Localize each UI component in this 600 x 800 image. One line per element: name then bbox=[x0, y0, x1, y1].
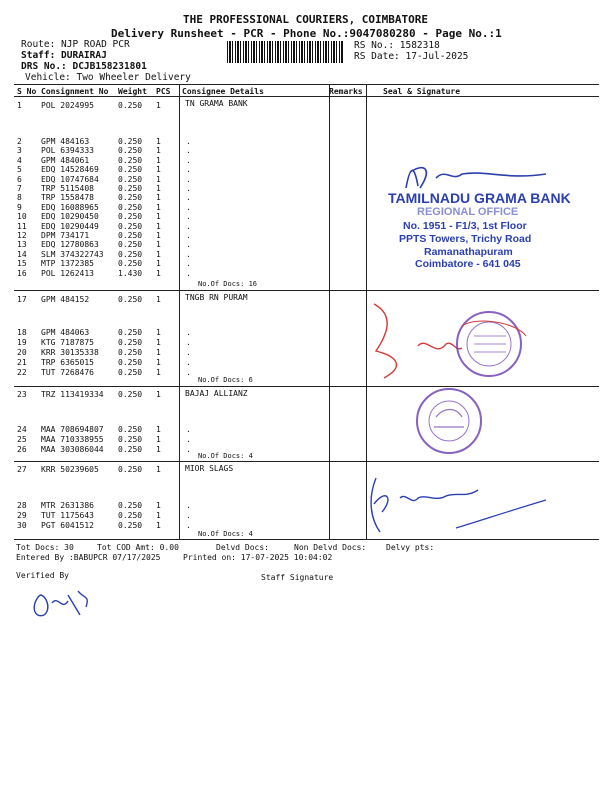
row-consignee-detail: . bbox=[186, 137, 191, 146]
row-sno: 20 bbox=[17, 348, 27, 357]
row-weight: 0.250 bbox=[118, 435, 143, 444]
row-weight: 0.250 bbox=[118, 184, 143, 193]
row-weight: 0.250 bbox=[118, 328, 143, 337]
row-sno: 26 bbox=[17, 445, 27, 454]
row-sno: 14 bbox=[17, 249, 27, 259]
row-consignment-no: MAA 303086044 bbox=[41, 445, 104, 454]
row-weight: 0.250 bbox=[118, 425, 143, 434]
row-consignee-detail: . bbox=[186, 231, 191, 240]
verifier-signature bbox=[28, 585, 98, 625]
row-sno: 24 bbox=[17, 425, 27, 434]
row-consignment-no: POL 6394333 bbox=[41, 146, 94, 156]
group-consignee: BAJAJ ALLIANZ bbox=[185, 389, 248, 398]
row-sno: 7 bbox=[17, 184, 22, 193]
company-name: THE PROFESSIONAL COURIERS, COIMBATORE bbox=[183, 13, 429, 26]
row-sno: 1 bbox=[17, 101, 22, 110]
row-weight: 0.250 bbox=[118, 358, 143, 367]
row-pcs: 1 bbox=[156, 425, 161, 434]
row-pcs: 1 bbox=[156, 295, 161, 304]
col-divider-remarks bbox=[329, 84, 330, 539]
row-sno: 8 bbox=[17, 193, 22, 203]
row-consignee-detail: . bbox=[186, 193, 191, 203]
row-consignment-no: MTP 1372385 bbox=[41, 259, 94, 269]
row-consignee-detail: . bbox=[186, 259, 191, 269]
row-consignment-no: TRP 6365015 bbox=[41, 358, 94, 367]
row-weight: 0.250 bbox=[118, 390, 143, 399]
group-consignee: TNGB RN PURAM bbox=[185, 293, 248, 302]
stamp-line-2: REGIONAL OFFICE bbox=[417, 206, 519, 218]
row-pcs: 1 bbox=[156, 358, 161, 367]
group-no-of-docs: No.Of Docs: 4 bbox=[198, 452, 253, 460]
row-pcs: 1 bbox=[156, 348, 161, 357]
row-sno: 4 bbox=[17, 155, 22, 165]
drs-number: DRS No.: DCJB158231801 bbox=[21, 61, 147, 72]
delivery-points: Delvy pts: bbox=[386, 543, 435, 552]
row-weight: 0.250 bbox=[118, 338, 143, 347]
row-consignee-detail: . bbox=[186, 435, 191, 444]
row-sno: 17 bbox=[17, 295, 27, 304]
row-weight: 0.250 bbox=[118, 445, 143, 454]
row-consignee-detail: . bbox=[186, 240, 191, 250]
row-consignee-detail: . bbox=[186, 358, 191, 367]
barcode bbox=[227, 41, 344, 63]
row-weight: 0.250 bbox=[118, 240, 143, 250]
row-consignment-no: EDQ 12780863 bbox=[41, 240, 99, 250]
row-consignment-no: EDQ 10290449 bbox=[41, 221, 99, 231]
row-consignment-no: KRR 30135338 bbox=[41, 348, 99, 357]
row-consignee-detail: . bbox=[186, 221, 191, 231]
row-sno: 28 bbox=[17, 501, 27, 510]
row-sno: 23 bbox=[17, 390, 27, 399]
row-weight: 0.250 bbox=[118, 202, 143, 212]
row-consignment-no: TUT 1175643 bbox=[41, 511, 94, 520]
runsheet-subtitle: Delivery Runsheet - PCR - Phone No.:9047080280 - Page No.:1 bbox=[111, 27, 502, 40]
row-consignment-no: EDQ 14528469 bbox=[41, 165, 99, 175]
row-pcs: 1 bbox=[156, 221, 161, 231]
row-pcs: 1 bbox=[156, 511, 161, 520]
row-consignee-detail: . bbox=[186, 184, 191, 193]
row-weight: 0.250 bbox=[118, 521, 143, 530]
row-consignment-no: TUT 7268476 bbox=[41, 368, 94, 377]
row-consignment-no: GPM 484061 bbox=[41, 155, 90, 165]
row-consignment-no: KTG 7187875 bbox=[41, 338, 94, 347]
row-weight: 0.250 bbox=[118, 165, 143, 175]
row-sno: 16 bbox=[17, 268, 27, 278]
row-weight: 0.250 bbox=[118, 221, 143, 231]
col-consignee: Consignee Details bbox=[182, 87, 264, 96]
handwritten-signature-2 bbox=[366, 468, 566, 538]
row-consignment-no: EDQ 10747684 bbox=[41, 174, 99, 184]
row-consignment-no: EDQ 10290450 bbox=[41, 212, 99, 222]
col-pcs: PCS bbox=[156, 87, 171, 96]
group-consignee: MIOR SLAGS bbox=[185, 464, 234, 473]
row-consignee-detail: . bbox=[186, 511, 191, 520]
col-weight: Weight bbox=[118, 87, 147, 96]
staff-signature-label: Staff Signature bbox=[261, 573, 334, 582]
row-consignment-no: POL 2024995 bbox=[41, 101, 94, 110]
row-pcs: 1 bbox=[156, 368, 161, 377]
row-weight: 0.250 bbox=[118, 146, 143, 156]
row-sno: 29 bbox=[17, 511, 27, 520]
group-separator bbox=[14, 290, 599, 291]
row-weight: 0.250 bbox=[118, 231, 143, 240]
total-docs: Tot Docs: 30 bbox=[16, 543, 74, 552]
rs-date: RS Date: 17-Jul-2025 bbox=[354, 51, 469, 62]
row-consignee-detail: . bbox=[186, 425, 191, 434]
row-pcs: 1 bbox=[156, 146, 161, 156]
row-consignee-detail: . bbox=[186, 445, 191, 454]
row-weight: 0.250 bbox=[118, 174, 143, 184]
row-consignee-detail: . bbox=[186, 165, 191, 175]
row-weight: 0.250 bbox=[118, 501, 143, 510]
row-consignment-no: GPM 484063 bbox=[41, 328, 90, 337]
stamp-line-5: Ramanathapuram bbox=[424, 246, 513, 258]
vehicle-label: Vehicle: Two Wheeler Delivery bbox=[25, 72, 191, 83]
col-remarks: Remarks bbox=[329, 87, 363, 96]
row-sno: 21 bbox=[17, 358, 27, 367]
row-sno: 25 bbox=[17, 435, 27, 444]
row-weight: 0.250 bbox=[118, 155, 143, 165]
row-weight: 0.250 bbox=[118, 137, 143, 146]
non-delivered-docs: Non Delvd Docs: bbox=[294, 543, 367, 552]
printed-on: Printed on: 17-07-2025 10:04:02 bbox=[183, 553, 333, 562]
row-sno: 12 bbox=[17, 231, 27, 240]
row-consignment-no: MTR 2631386 bbox=[41, 501, 94, 510]
route-label: Route: NJP ROAD PCR bbox=[21, 39, 130, 50]
stamp-line-3: No. 1951 - F1/3, 1st Floor bbox=[403, 220, 527, 232]
row-consignment-no: EDQ 16088965 bbox=[41, 202, 99, 212]
row-sno: 13 bbox=[17, 240, 27, 250]
row-sno: 5 bbox=[17, 165, 22, 175]
group-no-of-docs: No.Of Docs: 16 bbox=[198, 280, 258, 288]
stamp-line-6: Coimbatore - 641 045 bbox=[415, 258, 521, 270]
row-sno: 15 bbox=[17, 259, 27, 269]
row-weight: 0.250 bbox=[118, 465, 143, 474]
row-consignment-no: DPM 734171 bbox=[41, 231, 90, 240]
col-consignment: Consignment No bbox=[41, 87, 109, 96]
row-sno: 9 bbox=[17, 202, 22, 212]
row-consignee-detail: . bbox=[186, 328, 191, 337]
row-pcs: 1 bbox=[156, 137, 161, 146]
row-pcs: 1 bbox=[156, 465, 161, 474]
row-weight: 0.250 bbox=[118, 259, 143, 269]
row-sno: 18 bbox=[17, 328, 27, 337]
row-pcs: 1 bbox=[156, 193, 161, 203]
rs-number: RS No.: 1582318 bbox=[354, 40, 440, 51]
row-pcs: 1 bbox=[156, 445, 161, 454]
row-consignment-no: MAA 710338955 bbox=[41, 435, 104, 444]
row-pcs: 1 bbox=[156, 338, 161, 347]
row-consignment-no: MAA 708694807 bbox=[41, 425, 104, 434]
row-consignment-no: GPM 484163 bbox=[41, 137, 90, 146]
row-sno: 2 bbox=[17, 137, 22, 146]
total-cod: Tot COD Amt: 0.00 bbox=[97, 543, 179, 552]
row-sno: 27 bbox=[17, 465, 27, 474]
row-pcs: 1 bbox=[156, 390, 161, 399]
delivered-docs: Delvd Docs: bbox=[216, 543, 269, 552]
row-pcs: 1 bbox=[156, 268, 161, 278]
row-consignee-detail: . bbox=[186, 501, 191, 510]
group-consignee: TN GRAMA BANK bbox=[185, 99, 248, 108]
row-pcs: 1 bbox=[156, 435, 161, 444]
row-pcs: 1 bbox=[156, 328, 161, 337]
row-pcs: 1 bbox=[156, 165, 161, 175]
row-consignment-no: PGT 6041512 bbox=[41, 521, 94, 530]
row-pcs: 1 bbox=[156, 231, 161, 240]
round-seal-2 bbox=[404, 385, 494, 460]
row-pcs: 1 bbox=[156, 184, 161, 193]
row-consignee-detail: . bbox=[186, 155, 191, 165]
col-seal: Seal & Signature bbox=[383, 87, 461, 96]
entered-by: Entered By :BABUPCR 07/17/2025 bbox=[16, 553, 161, 562]
row-pcs: 1 bbox=[156, 174, 161, 184]
row-consignee-detail: . bbox=[186, 202, 191, 212]
row-weight: 0.250 bbox=[118, 348, 143, 357]
row-consignment-no: POL 1262413 bbox=[41, 268, 94, 278]
row-weight: 0.250 bbox=[118, 295, 143, 304]
col-divider-details bbox=[179, 84, 180, 539]
row-sno: 3 bbox=[17, 146, 22, 156]
row-consignee-detail: . bbox=[186, 268, 191, 278]
row-weight: 0.250 bbox=[118, 368, 143, 377]
row-consignee-detail: . bbox=[186, 368, 191, 377]
row-sno: 19 bbox=[17, 338, 27, 347]
row-consignee-detail: . bbox=[186, 212, 191, 222]
row-pcs: 1 bbox=[156, 521, 161, 530]
stamp-line-4: PPTS Towers, Trichy Road bbox=[399, 233, 532, 245]
row-pcs: 1 bbox=[156, 101, 161, 110]
staff-label: Staff: DURAIRAJ bbox=[21, 50, 107, 61]
col-sno: S No bbox=[17, 87, 37, 96]
row-consignee-detail: . bbox=[186, 348, 191, 357]
row-consignee-detail: . bbox=[186, 338, 191, 347]
row-weight: 0.250 bbox=[118, 212, 143, 222]
row-consignment-no: TRP 1558478 bbox=[41, 193, 94, 203]
table-top-line bbox=[14, 84, 599, 85]
row-pcs: 1 bbox=[156, 501, 161, 510]
stamp-line-1: TAMILNADU GRAMA BANK bbox=[388, 190, 571, 206]
row-sno: 30 bbox=[17, 521, 27, 530]
row-sno: 6 bbox=[17, 174, 22, 184]
row-sno: 22 bbox=[17, 368, 27, 377]
row-weight: 0.250 bbox=[118, 101, 143, 110]
row-consignment-no: GPM 484152 bbox=[41, 295, 90, 304]
row-pcs: 1 bbox=[156, 212, 161, 222]
round-seal-1 bbox=[366, 296, 546, 391]
row-consignment-no: TRZ 113419334 bbox=[41, 390, 104, 399]
row-pcs: 1 bbox=[156, 240, 161, 250]
row-weight: 0.250 bbox=[118, 511, 143, 520]
row-sno: 11 bbox=[17, 221, 27, 231]
row-consignee-detail: . bbox=[186, 174, 191, 184]
row-sno: 10 bbox=[17, 212, 27, 222]
row-consignee-detail: . bbox=[186, 146, 191, 156]
row-consignment-no: SLM 374322743 bbox=[41, 249, 104, 259]
row-pcs: 1 bbox=[156, 155, 161, 165]
verified-by: Verified By bbox=[16, 571, 69, 580]
row-pcs: 1 bbox=[156, 249, 161, 259]
row-consignee-detail: . bbox=[186, 521, 191, 530]
table-bottom-line bbox=[14, 539, 599, 540]
row-consignee-detail: . bbox=[186, 249, 191, 259]
group-no-of-docs: No.Of Docs: 6 bbox=[198, 376, 253, 384]
row-weight: 0.250 bbox=[118, 193, 143, 203]
row-consignment-no: TRP 5115408 bbox=[41, 184, 94, 193]
group-separator bbox=[14, 461, 599, 462]
row-consignment-no: KRR 50239605 bbox=[41, 465, 99, 474]
row-weight: 0.250 bbox=[118, 249, 143, 259]
row-pcs: 1 bbox=[156, 202, 161, 212]
group-no-of-docs: No.Of Docs: 4 bbox=[198, 530, 253, 538]
row-weight: 1.430 bbox=[118, 268, 143, 278]
row-pcs: 1 bbox=[156, 259, 161, 269]
